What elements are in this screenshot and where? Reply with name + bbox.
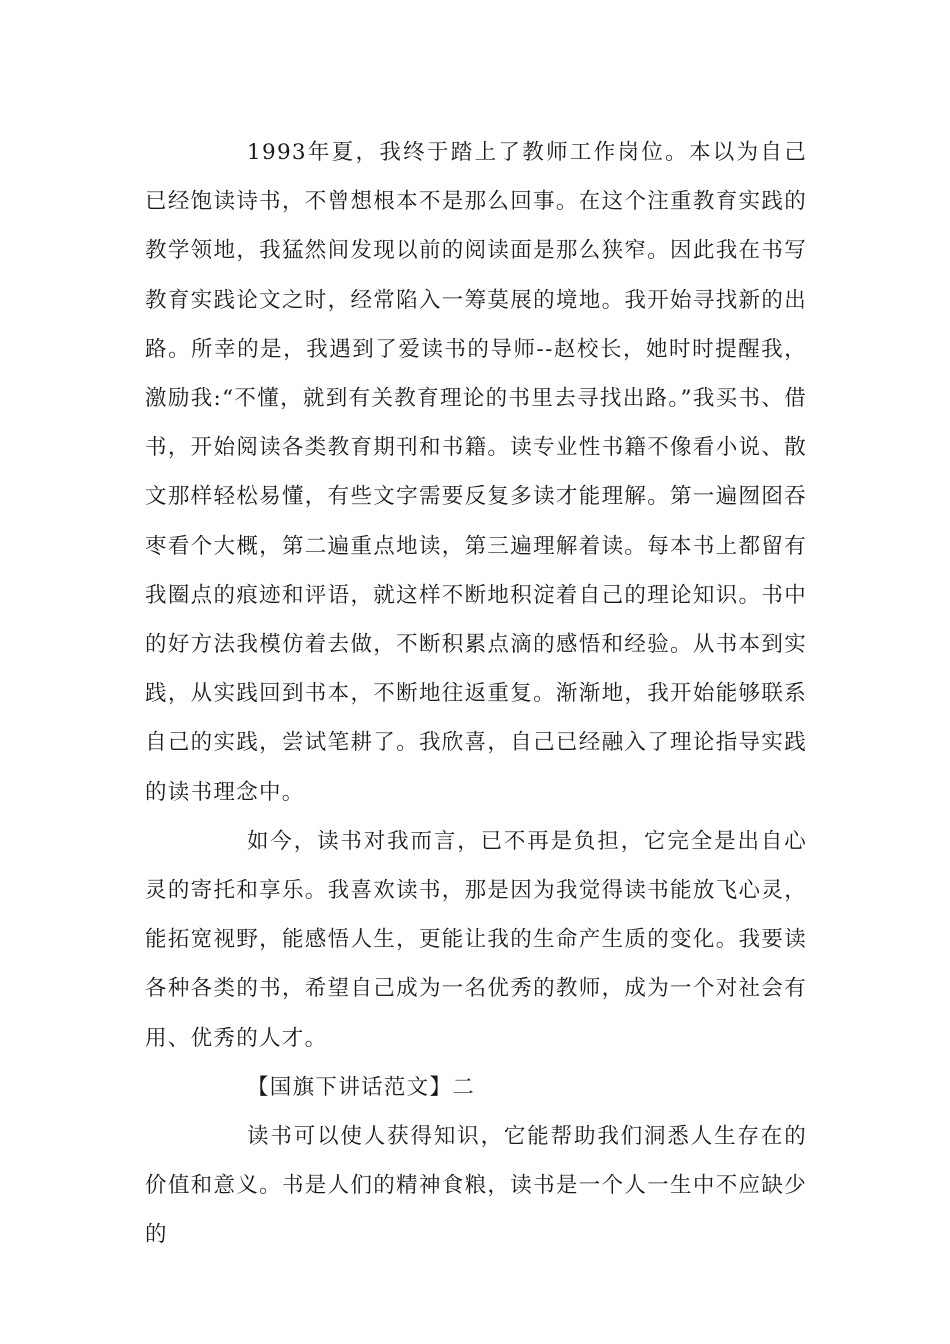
section-heading: 【国旗下讲话范文】二 bbox=[247, 1074, 476, 1100]
paragraph-reading-today: 如今，读书对我而言，已不再是负担，它完全是出自心灵的寄托和享乐。我喜欢读书，那是因为我觉得读书能放飞心灵，能拓宽视野，能感悟人生，更能让我的生命产生质的变化。我要读各种各类的书，希望自己成为一名优秀的教师，成为一个对社会有用、优秀的人才。 bbox=[145, 828, 807, 1051]
paragraph-teaching-career: 1993年夏，我终于踏上了教师工作岗位。本以为自己已经饱读诗书，不曾想根本不是那么回事。在这个注重教育实践的教学领地，我猛然间发现以前的阅读面是那么狭窄。因此我在书写教育实践论文之时，经常陷入一筹莫展的境地。我开始寻找新的出路。所幸的是，我遇到了爱读书的导师--赵校长，她时时提醒我，激励我:“不懂，就到有关教育理论的书里去寻找出路。”我买书、借书，开始阅读各类教育期刊和书籍。读专业性书籍不像看小说、散文那样轻松易懂，有些文字需要反复多读才能理解。第一遍囫囵吞枣看个大概，第二遍重点地读，第三遍理解着读。每本书上都留有我圈点的痕迹和评语，就这样不断地积淀着自己的理论知识。书中的好方法我模仿着去做，不断积累点滴的感悟和经验。从书本到实践，从实践回到书本，不断地往返重复。渐渐地，我开始能够联系自己的实践，尝试笔耕了。我欣喜，自己已经融入了理论指导实践的读书理念中。 bbox=[145, 140, 807, 805]
document-body bbox=[145, 128, 807, 1260]
paragraph-reading-value: 读书可以使人获得知识，它能帮助我们洞悉人生存在的价值和意义。书是人们的精神食粮，读书是一个人一生中不应缺少的 bbox=[145, 1124, 807, 1248]
